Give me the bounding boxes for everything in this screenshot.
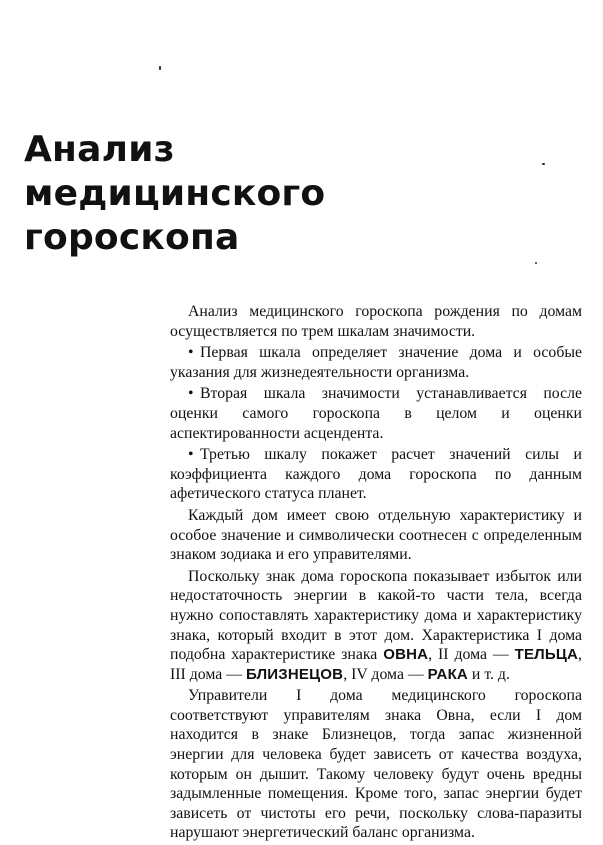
scan-speck xyxy=(159,66,161,70)
bullet-item-text: Третью шкалу покажет расчет значений силы и коэффициента каждого дома гороскопа по данным афетического статуса планет. xyxy=(170,446,582,503)
bullet-item-second-scale xyxy=(170,384,582,443)
sign-name-aries: ОВНА xyxy=(383,646,429,664)
bullet-item-first-scale xyxy=(170,343,582,382)
paragraph-signs xyxy=(170,567,582,685)
chapter-title-line-1: Анализ xyxy=(24,129,175,170)
chapter-title xyxy=(24,128,354,260)
bullet-item-text: Первая шкала определяет значение дома и особые указания для жизнедеятельности организма. xyxy=(170,344,582,381)
paragraph-intro: Анализ медицинского гороскопа рождения по домам осуществляется по трем шкалам значимости. xyxy=(170,303,582,340)
bullet-item-third-scale xyxy=(170,445,582,504)
chapter-title-line-2: медицинского xyxy=(24,173,326,214)
sign-name-taurus: ТЕЛЬЦА xyxy=(514,646,579,664)
sign-name-gemini: БЛИЗНЕЦОВ xyxy=(245,665,344,683)
paragraph-rulers: Управители I дома медицинского гороскопа соответствуют управителям знака Овна, если I дом находится в знаке Близнецов, тогда запас жизненной энергии для человека будет зависеть от качества воздуха, которым он дышит. Такому человеку будут очень вредны задымленные помещения. Кроме того, запас энергии будет зависеть от чистоты его речи, поскольку слова-паразиты нарушают энергетический баланс организма. xyxy=(170,687,582,842)
text-run: Поскольку знак дома гороскопа показывает избыток или недостаточность энергии в какой-то части тела, всегда нужно сопоставлять характеристику дома и характеристику знака, который входит в этот дом. Характеристика I дома подобна характеристике знака xyxy=(170,567,582,664)
text-run: и т. д. xyxy=(467,665,510,683)
paragraph-houses: Каждый дом имеет свою отдельную характеристику и особое значение и символически соотнесен с определенным знаком зодиака и его управителями. xyxy=(170,506,582,564)
sign-name-cancer: РАКА xyxy=(427,665,468,683)
scan-speck xyxy=(542,163,545,165)
bullet-icon: • xyxy=(188,385,194,403)
bullet-item-text: Вторая шкала значимости устанавливается после оценки самого гороскопа в целом и оценки аспектированности асцендента. xyxy=(170,385,582,442)
chapter-title-line-3: гороскопа xyxy=(24,217,240,258)
bullet-icon: • xyxy=(188,344,194,362)
text-run: , IV дома — xyxy=(343,665,428,683)
text-run: , III дома — xyxy=(170,646,582,683)
bullet-icon: • xyxy=(188,446,194,464)
scan-speck xyxy=(535,262,537,264)
text-run: , II дома — xyxy=(428,646,515,664)
body-text xyxy=(170,302,582,845)
